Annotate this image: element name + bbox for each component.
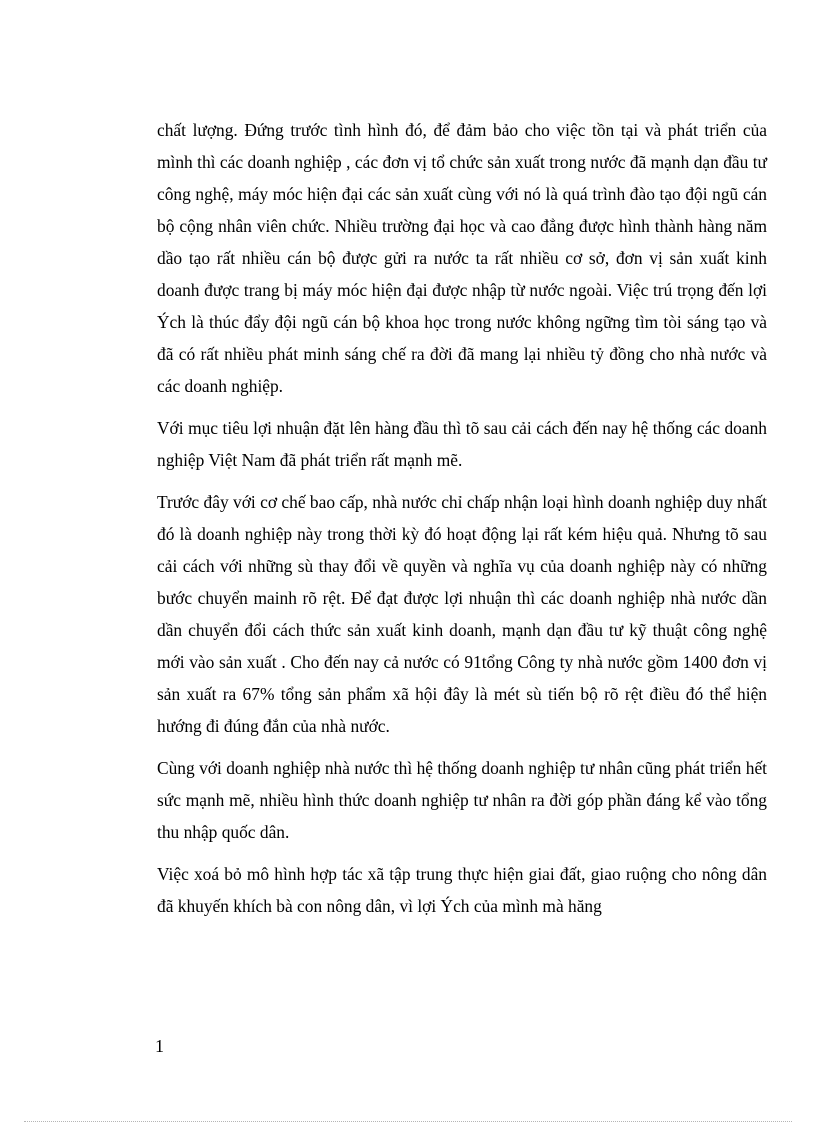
paragraph-4: Cùng với doanh nghiệp nhà nước thì hệ thống doanh nghiệp tư nhân cũng phát triển hết sức mạnh mẽ, nhiều hình thức doanh nghiệp tư nhân ra đời góp phần đáng kể vào tổng thu nhập quốc dân. <box>157 758 767 842</box>
paragraph-2: Với mục tiêu lợi nhuận đặt lên hàng đầu thì tõ sau cải cách đến nay hệ thống các doanh nghiệp Việt Nam đã phát triển rất mạnh mẽ. <box>157 418 767 470</box>
paragraph-3: Trước đây với cơ chế bao cấp, nhà nước chỉ chấp nhận loại hình doanh nghiệp duy nhất đó là doanh nghiệp này trong thời kỳ đó hoạt động lại rất kém hiệu quả. Nhưng tõ sau cải cách với những sù thay đổi về quyền và nghĩa vụ của doanh nghiệp này có những bước chuyển mainh rõ rệt. Để đạt được lợi nhuận thì các doanh nghiệp nhà nước dần dần chuyển đổi cách thức sản xuất kinh doanh, mạnh dạn đầu tư kỹ thuật công nghệ mới vào sản xuất . Cho đến nay cả nước có 91tổng Công ty nhà nước gồm 1400 đơn vị sản xuất ra 67% tổng sản phẩm xã hội đây là mét sù tiến bộ rõ rệt điều đó thể hiện hướng đi đúng đắn của nhà nước. <box>157 492 767 736</box>
page-number: 1 <box>155 1036 164 1056</box>
paragraph-5: Việc xoá bỏ mô hình hợp tác xã tập trung thực hiện giai đất, giao ruộng cho nông dân đã khuyến khích bà con nông dân, vì lợi Ých của mình mà hăng <box>157 864 767 916</box>
page-bottom-divider <box>24 1121 792 1122</box>
body-text <box>157 114 767 932</box>
paragraph-1: chất lượng. Đứng trước tình hình đó, để đảm bảo cho việc tồn tại và phát triển của mình thì các doanh nghiệp , các đơn vị tổ chức sản xuất trong nước đã mạnh dạn đầu tư công nghệ, máy móc hiện đại các sản xuất cùng với nó là quá trình đào tạo đội ngũ cán bộ cộng nhân viên chức. Nhiều trường đại học và cao đẳng được hình thành hàng năm dầo tạo rất nhiều cán bộ được gửi ra nước ta rất nhiều cơ sở, đơn vị sản xuất kinh doanh được trang bị máy móc hiện đại được nhập từ nước ngoài. Việc trú trọng đến lợi Ých là thúc đẩy đội ngũ cán bộ khoa học trong nước không ngững tìm tòi sáng tạo và đã có rất nhiều phát minh sáng chế ra đời đã mang lại nhiều tỷ đồng cho nhà nước và các doanh nghiệp. <box>157 120 767 396</box>
